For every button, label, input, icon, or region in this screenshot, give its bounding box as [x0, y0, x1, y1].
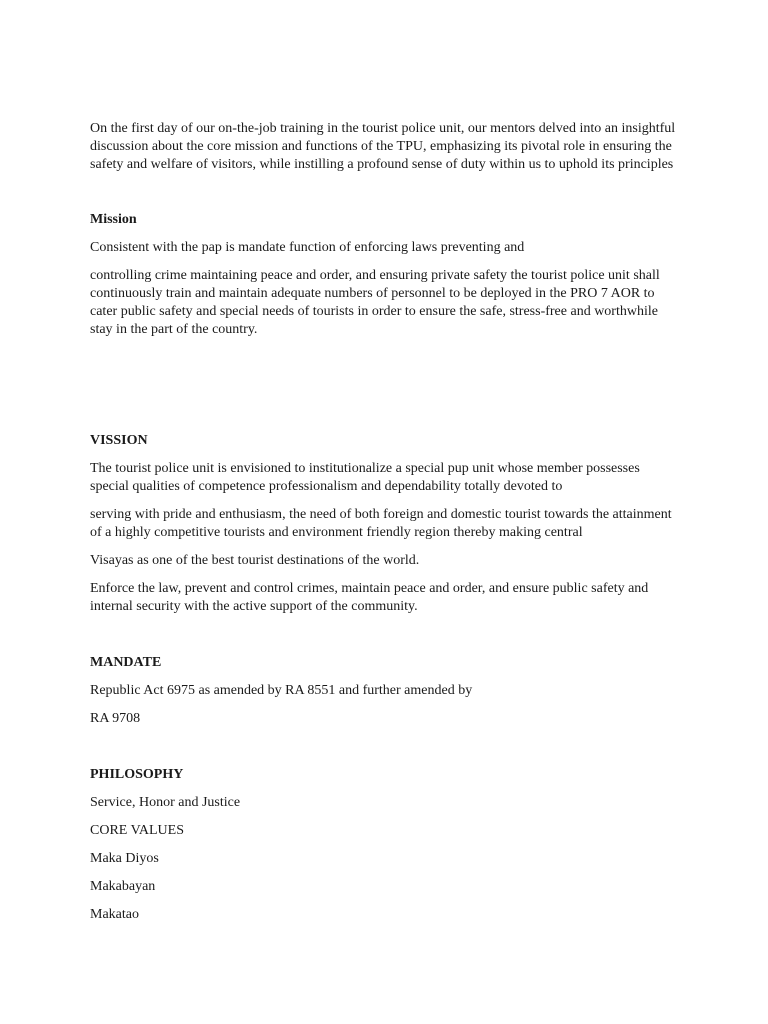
mandate-paragraph: Republic Act 6975 as amended by RA 8551 and further amended by	[90, 683, 473, 698]
mandate-heading: MANDATE	[90, 655, 162, 670]
mission-paragraph: controlling crime maintaining peace and order, and ensuring private safety the tourist police unit shall continuously train and maintain adequate numbers of personnel to be deployed in the PRO 7 AOR to cater public safety and special needs of tourists in order to ensure the safe, stress-free and worthwhile stay in the part of the country.	[90, 268, 660, 337]
philosophy-heading: PHILOSOPHY	[90, 767, 184, 782]
core-values-section	[90, 822, 682, 924]
core-values-heading: CORE VALUES	[90, 823, 185, 838]
vission-paragraph: serving with pride and enthusiasm, the need of both foreign and domestic tourist towards the attainment of a highly competitive tourists and environment friendly region thereby making central	[90, 507, 672, 540]
vission-paragraph: Visayas as one of the best tourist destinations of the world.	[90, 553, 420, 568]
mission-section	[90, 211, 682, 339]
core-value-item: Makatao	[90, 907, 139, 922]
vission-paragraph: The tourist police unit is envisioned to institutionalize a special pup unit whose member possesses special qualities of competence professionalism and dependability totally devoted to	[90, 461, 640, 494]
vission-section	[90, 432, 682, 616]
mandate-paragraph: RA 9708	[90, 711, 141, 726]
vission-heading: VISSION	[90, 433, 148, 448]
vission-paragraph: Enforce the law, prevent and control crimes, maintain peace and order, and ensure public safety and internal security with the active support of the community.	[90, 581, 649, 614]
mission-heading: Mission	[90, 212, 137, 227]
intro-paragraph: On the first day of our on-the-job training in the tourist police unit, our mentors delved into an insightful discussion about the core mission and functions of the TPU, emphasizing its pivotal role in ensuring the safety and welfare of visitors, while instilling a profound sense of duty within us to uphold its principles	[90, 121, 676, 172]
mandate-section	[90, 654, 682, 728]
philosophy-section	[90, 766, 682, 812]
mission-paragraph: Consistent with the pap is mandate function of enforcing laws preventing and	[90, 240, 525, 255]
philosophy-text: Service, Honor and Justice	[90, 795, 241, 810]
document-page	[90, 120, 682, 934]
core-value-item: Makabayan	[90, 879, 156, 894]
core-value-item: Maka Diyos	[90, 851, 159, 866]
